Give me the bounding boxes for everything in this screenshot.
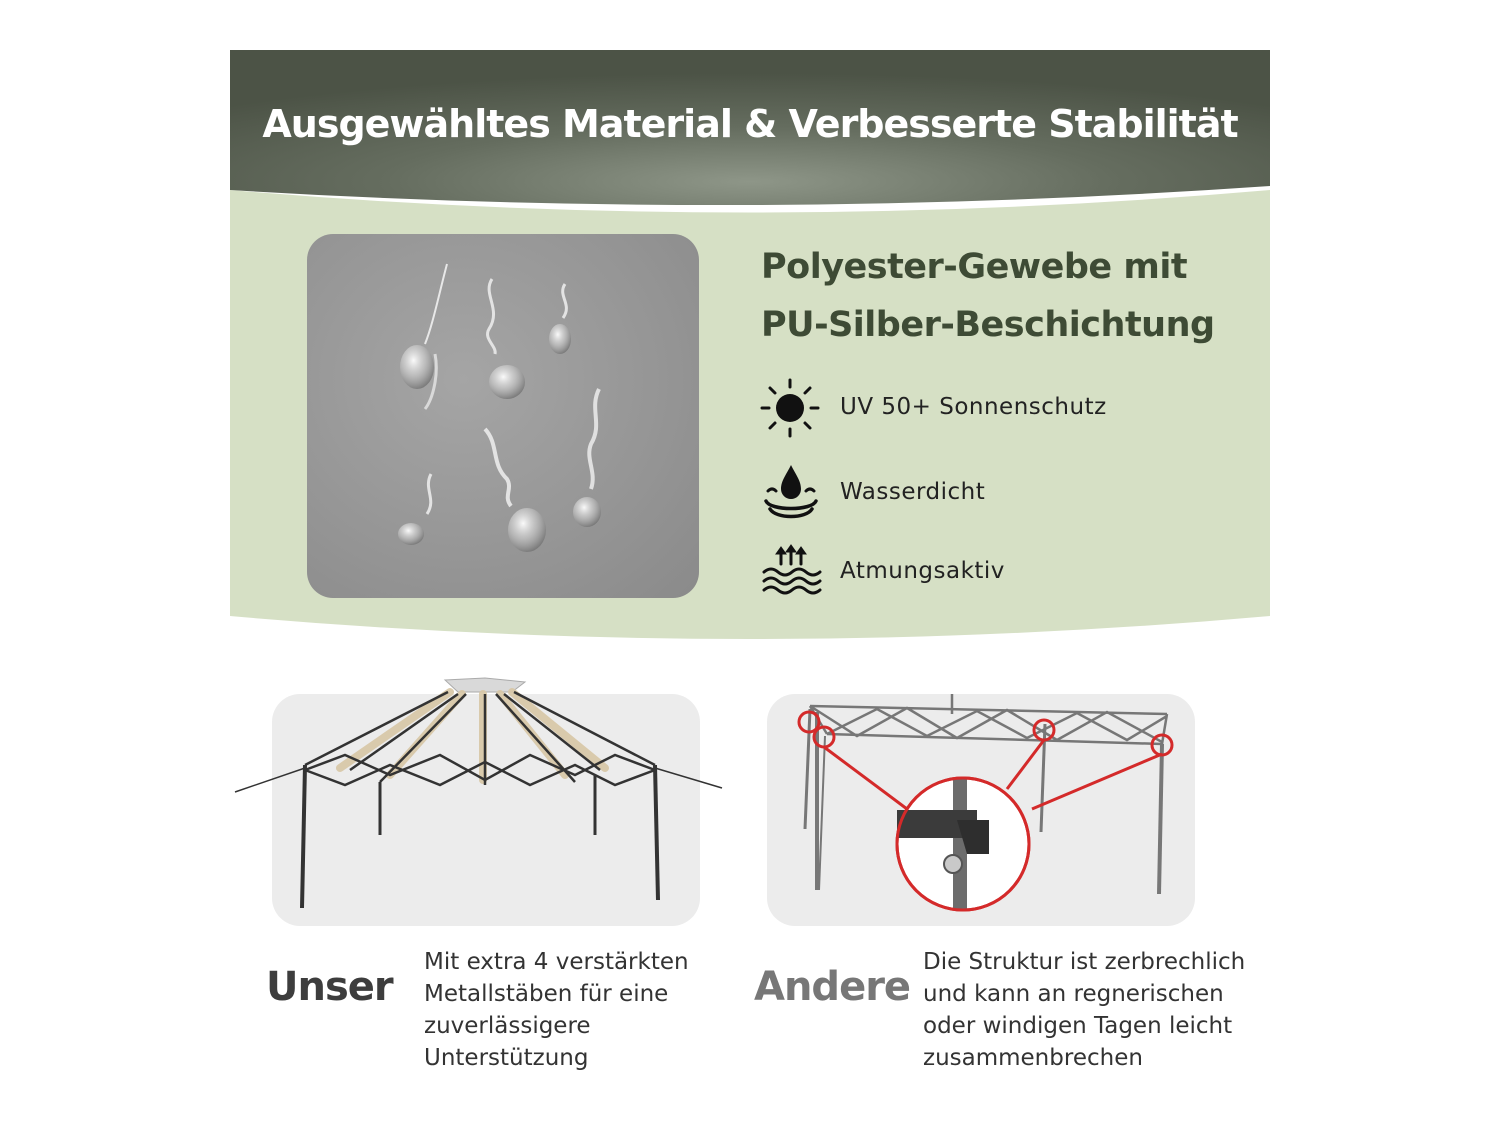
feature-breathable-label: Atmungsaktiv — [840, 558, 1005, 584]
others-label: Andere — [754, 964, 911, 1010]
ours-description-line: Mit extra 4 verstärkten — [424, 949, 689, 975]
feature-waterproof-label: Wasserdicht — [840, 479, 986, 505]
product-title-line1: Polyester-Gewebe mit — [761, 247, 1188, 287]
ours-label: Unser — [266, 964, 393, 1010]
sun-icon — [760, 378, 822, 438]
our-frame-drawing — [230, 670, 730, 920]
other-frame-drawing — [767, 694, 1195, 926]
others-description-line: Die Struktur ist zerbrechlich — [923, 949, 1246, 975]
header-title: Ausgewähltes Material & Verbesserte Stabilität — [262, 102, 1238, 146]
product-title-line2: PU-Silber-Beschichtung — [761, 305, 1215, 345]
breathable-icon — [760, 542, 822, 602]
ours-description-line: Unterstützung — [424, 1045, 589, 1071]
product-title — [761, 238, 1281, 354]
others-description-line: und kann an regnerischen — [923, 981, 1224, 1007]
water-drops-image — [307, 234, 699, 598]
ours-description — [424, 946, 689, 1074]
ours-description-line: zuverlässigere — [424, 1013, 591, 1039]
material-panel — [230, 50, 1270, 640]
others-description — [923, 946, 1245, 1074]
feature-breathable — [760, 542, 1240, 602]
ours-description-line: Metallstäben für eine — [424, 981, 669, 1007]
feature-uv — [760, 378, 1240, 438]
feature-waterproof — [760, 463, 1240, 523]
others-description-line: oder windigen Tagen leicht — [923, 1013, 1233, 1039]
others-description-line: zusammenbrechen — [923, 1045, 1143, 1071]
feature-uv-label: UV 50+ Sonnenschutz — [840, 394, 1107, 420]
water-drop-icon — [760, 463, 822, 523]
